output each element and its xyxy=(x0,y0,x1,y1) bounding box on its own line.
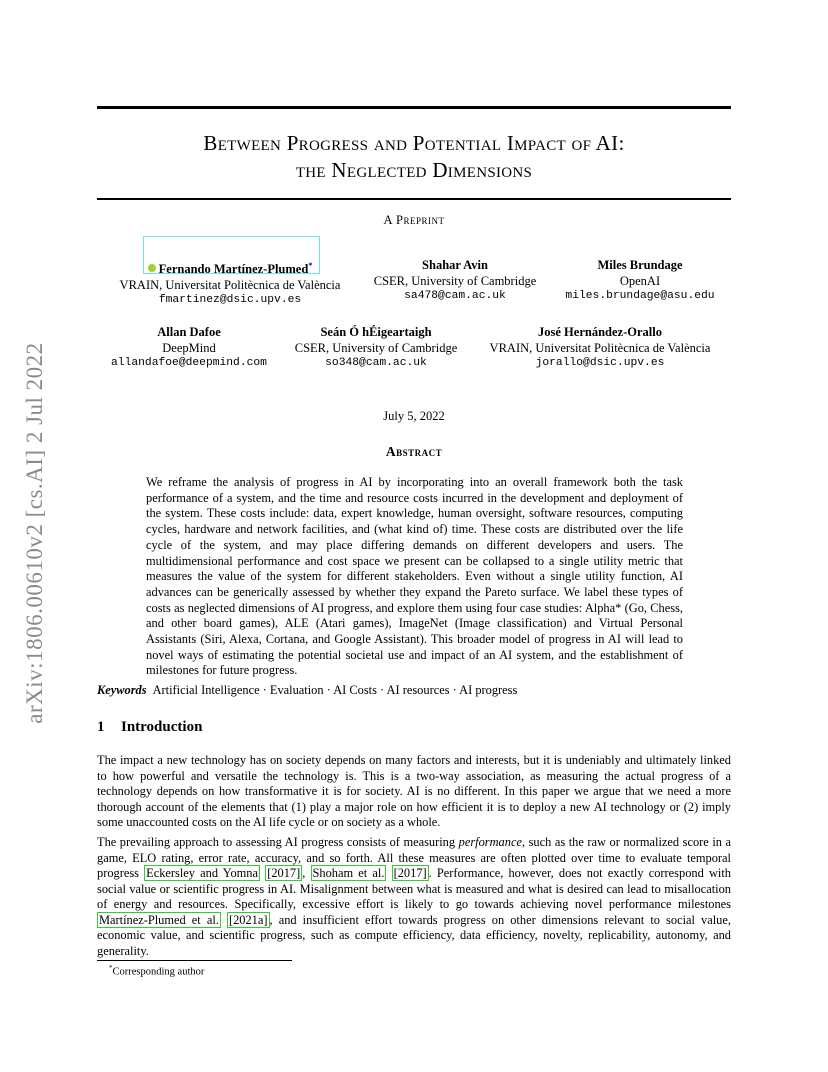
author-2-name: Shahar Avin xyxy=(422,258,488,272)
author-3-affiliation: OpenAI xyxy=(619,273,661,288)
author-3-email: miles.brundage@asu.edu xyxy=(565,290,715,302)
title-bottom-rule xyxy=(97,198,731,200)
author-5-email: so348@cam.ac.uk xyxy=(325,357,427,369)
section-heading xyxy=(97,719,202,736)
author-3 xyxy=(510,258,770,305)
citation-eckersley-year[interactable]: [2017] xyxy=(267,866,301,880)
abstract-body: We reframe the analysis of progress in AI by incorporating into an overall framework both the task performance of a system, and the time and resource costs incurred in the development and deployment of the system. These costs include: data, expert knowledge, human oversight, software resources, computing cycles, hardware and network facilities, and (what kind of) time. These costs are distributed over the life cycle of the system, and may place differing demands on different developers and users. The multidimensional performance and cost space we present can be collapsed to a single utility metric that measures the value of the system for different stakeholders. Even without a single utility function, AI advances can be generically assessed by whether they expand the Pareto surface. We label these types of costs as neglected dimensions of AI progress, and explore them using four case studies: Alpha* (Go, Chess, and other board games), ALE (Atari games), ImageNet (Image classification) and Virtual Personal Assistants (Siri, Alexa, Cortana, and Google Assistant). This broader model of progress in AI will lead to novel ways of estimating the potential societal use and impact of an AI system, and the establishment of milestones for future progress. xyxy=(146,475,683,678)
para2-text-3: , xyxy=(302,866,311,880)
footnote xyxy=(109,964,204,978)
author-2-email: sa478@cam.ac.uk xyxy=(404,290,506,302)
section-title: Introduction xyxy=(121,719,203,735)
footnote-text: Corresponding author xyxy=(112,966,205,978)
paper-title-line1: Between Progress and Potential Impact of AI: xyxy=(203,131,625,155)
author-2-affiliation: CSER, University of Cambridge xyxy=(373,273,537,288)
para2-emphasis: performance xyxy=(458,835,522,849)
top-rule xyxy=(97,106,731,109)
author-4-name: Allan Dafoe xyxy=(157,325,221,339)
author-1 xyxy=(100,258,360,309)
keywords xyxy=(97,683,731,699)
citation-martinez-year[interactable]: [2021a] xyxy=(228,912,268,927)
author-1-email: fmartinez@dsic.upv.es xyxy=(158,294,302,307)
author-1-name: Fernando Martínez-Plumed xyxy=(158,262,309,277)
keywords-label: Keywords xyxy=(97,683,147,697)
paper-date: July 5, 2022 xyxy=(383,409,445,423)
author-6-email: jorallo@dsic.upv.es xyxy=(535,357,665,369)
citation-eckersley-author[interactable]: Eckersley and Yomna xyxy=(146,866,259,880)
author-1-name-line[interactable] xyxy=(100,258,360,278)
author-4-affiliation: DeepMind xyxy=(162,340,216,355)
preprint-label: A Preprint xyxy=(383,213,445,227)
citation-martinez-author[interactable]: Martínez-Plumed et al. xyxy=(99,912,219,927)
section-number: 1 xyxy=(97,719,105,735)
paper-title-line2: the Neglected Dimensions xyxy=(295,158,533,182)
author-6-name: José Hernández-Orallo xyxy=(538,325,662,339)
author-3-name: Miles Brundage xyxy=(597,258,683,272)
author-4-email: allandafoe@deepmind.com xyxy=(111,357,267,369)
author-1-footnote-mark[interactable]: * xyxy=(308,261,313,270)
author-5 xyxy=(246,325,506,372)
para2-text-5: , and insufficient effort towards progress on other dimensions relevant to social value, economic value, and scientific progress, such as compute efficiency, data efficiency, novelty, replicability, autonomy, and generality. xyxy=(97,912,731,958)
footnote-rule xyxy=(97,960,292,961)
arxiv-stamp: arXiv:1806.00610v2 [cs.AI] 2 Jul 2022 xyxy=(22,342,47,724)
citation-shoham-year[interactable]: [2017] xyxy=(393,866,427,880)
intro-paragraph-2 xyxy=(97,835,731,959)
intro-paragraph-1: The impact a new technology has on society depends on many factors and interests, but it is undeniably and ultimately linked to how powerful and versatile the technology is. This is a two-way association, as measuring the actual progress of a technology depends on how transformative it is for society. AI is no different. In this paper we argue that we need a more thorough account of the elements that (1) play a major role on how efficient it is to deploy a new AI technology or (2) imply some unaccounted costs on the AI life cycle or on society as a whole. xyxy=(97,753,731,829)
author-5-name: Seán Ó hÉigeartaigh xyxy=(320,325,432,339)
keywords-text: Artificial Intelligence · Evaluation · AI Costs · AI resources · AI progress xyxy=(152,683,518,697)
para2-text-2: , such as the raw or normalized score in a game, ELO rating, error rate, accuracy, and so forth. All these measures are often plotted over time to evaluate temporal progress xyxy=(97,835,731,880)
author-6 xyxy=(470,325,730,372)
orcid-icon[interactable] xyxy=(148,264,156,272)
author-5-affiliation: CSER, University of Cambridge xyxy=(294,340,458,355)
author-1-affiliation: VRAIN, Universitat Politècnica de València xyxy=(119,277,341,292)
footnote-mark: * xyxy=(109,964,113,972)
citation-shoham-author[interactable]: Shoham et al. xyxy=(312,866,385,880)
para2-text-1: The prevailing approach to assessing AI progress consists of measuring xyxy=(97,835,459,849)
para2-text-4: . Performance, however, does not exactly correspond with social value or scientific progress in AI. Misalignment between what is measured and what is desired can lead to misallocation of energy and resources. Specifically, excessive effort is likely to go towards achieving novel performance milestones xyxy=(97,866,731,911)
abstract-heading: Abstract xyxy=(385,444,443,459)
author-6-affiliation: VRAIN, Universitat Politècnica de València xyxy=(489,340,711,355)
